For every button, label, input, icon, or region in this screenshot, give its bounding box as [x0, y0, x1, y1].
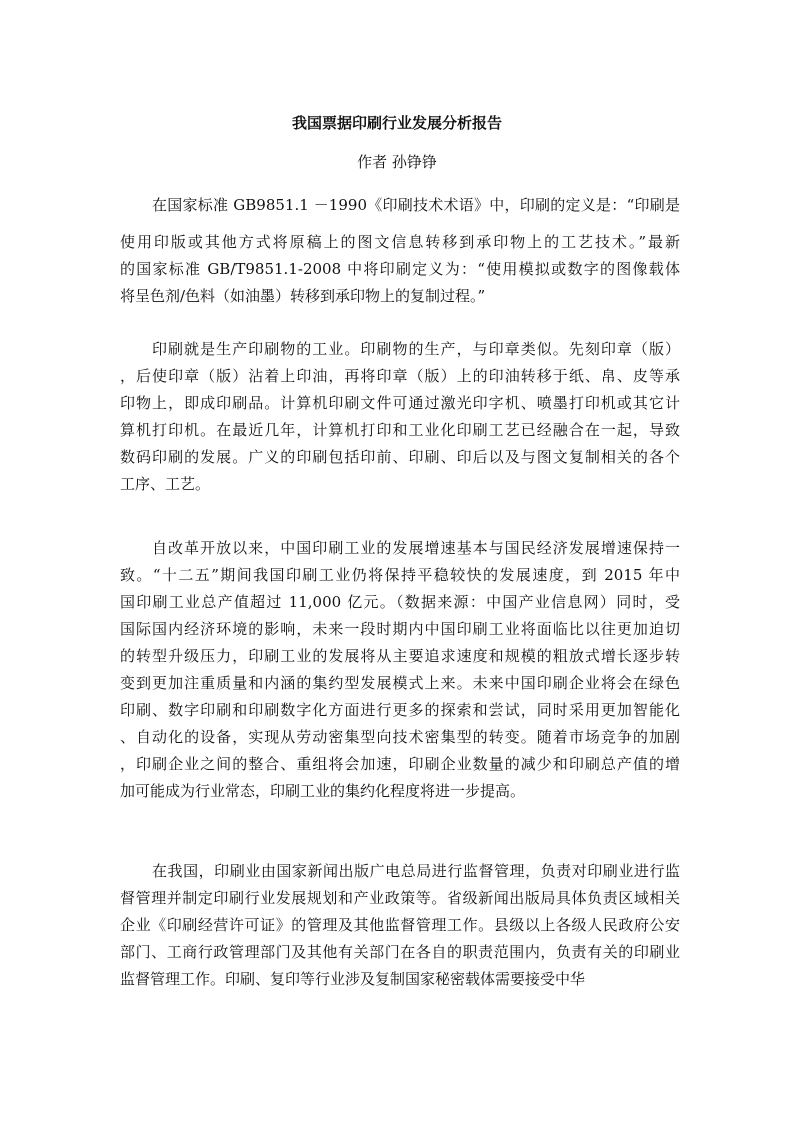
paragraph-line: 、自动化的设备，实现从劳动密集型向技术密集型的转变。随着市场竞争的加剧 — [120, 728, 680, 746]
paragraph-line: 国际国内经济环境的影响，未来一段时期内中国印刷工业将面临比以往更加迫切 — [120, 620, 680, 638]
paragraph-line: 变到更加注重质量和内涵的集约型发展模式上来。未来中国印刷企业将会在绿色 — [120, 674, 680, 692]
paragraph-2 — [120, 336, 680, 498]
paragraph-line: ，印刷企业之间的整合、重组将会加速，印刷企业数量的减少和印刷总产值的增 — [120, 755, 680, 773]
paragraph-line: 自改革开放以来，中国印刷工业的发展增速基本与国民经济发展增速保持一 — [152, 539, 680, 557]
paragraph-line: 将呈色剂/色料（如油墨）转移到承印物上的复制过程。” — [120, 287, 486, 305]
paragraph-line: 国印刷工业总产值超过 11,000 亿元。（数据来源：中国产业信息网）同时，受 — [120, 593, 680, 611]
paragraph-line: 致。“十二五”期间我国印刷工业仍将保持平稳较快的发展速度，到 2015 年中 — [120, 566, 680, 584]
paragraph-line: 工序、工艺。 — [120, 475, 211, 493]
paragraph-line: 监督管理工作。印刷、复印等行业涉及复制国家秘密载体需要接受中华 — [120, 970, 586, 988]
paragraph-line: 使用印版或其他方式将原稿上的图文信息转移到承印物上的工艺技术。”最新 — [120, 233, 680, 251]
paragraph-line: 算机打印机。在最近几年，计算机打印和工业化印刷工艺已经融合在一起，导致 — [120, 421, 680, 439]
document-author: 作者 孙铮铮 — [357, 153, 437, 171]
paragraph-line: 印刷就是生产印刷物的工业。印刷物的生产，与印章类似。先刻印章（版） — [152, 340, 680, 358]
paragraph-line: 的转型升级压力，印刷工业的发展将从主要追求速度和规模的粗放式增长逐步转 — [120, 647, 680, 665]
paragraph-line: 印刷、数字印刷和印刷数字化方面进行更多的探索和尝试，同时采用更加智能化 — [120, 701, 680, 719]
paragraph-line: 督管理并制定印刷行业发展规划和产业政策等。省级新闻出版局具体负责区域相关 — [120, 889, 680, 907]
paragraph-line: 的国家标准 GB/T9851.1-2008 中将印刷定义为：“使用模拟或数字的图像载体 — [120, 260, 680, 278]
paragraph-1 — [120, 192, 680, 310]
paragraph-line: 数码印刷的发展。广义的印刷包括印前、印刷、印后以及与图文复制相关的各个 — [120, 448, 680, 466]
paragraph-line: 企业《印刷经营许可证》的管理及其他监督管理工作。县级以上各级人民政府公安 — [120, 916, 680, 934]
paragraph-line: 部门、工商行政管理部门及其他有关部门在各自的职责范围内，负责有关的印刷业 — [120, 943, 680, 961]
paragraph-line: 在国家标准 GB9851.1 －1990《印刷技术术语》中，印刷的定义是：“印刷是 — [152, 196, 680, 214]
paragraph-3 — [120, 535, 680, 805]
paragraph-line: 印物上，即成印刷品。计算机印刷文件可通过激光印字机、喷墨打印机或其它计 — [120, 394, 680, 412]
document-title: 我国票据印刷行业发展分析报告 — [291, 114, 502, 132]
paragraph-line: 在我国，印刷业由国家新闻出版广电总局进行监督管理，负责对印刷业进行监 — [152, 862, 680, 880]
paragraph-line: ，后使印章（版）沾着上印油，再将印章（版）上的印油转移于纸、帛、皮等承 — [120, 367, 680, 385]
paragraph-line: 加可能成为行业常态，印刷工业的集约化程度将进一步提高。 — [120, 782, 526, 800]
paragraph-4 — [120, 858, 680, 993]
